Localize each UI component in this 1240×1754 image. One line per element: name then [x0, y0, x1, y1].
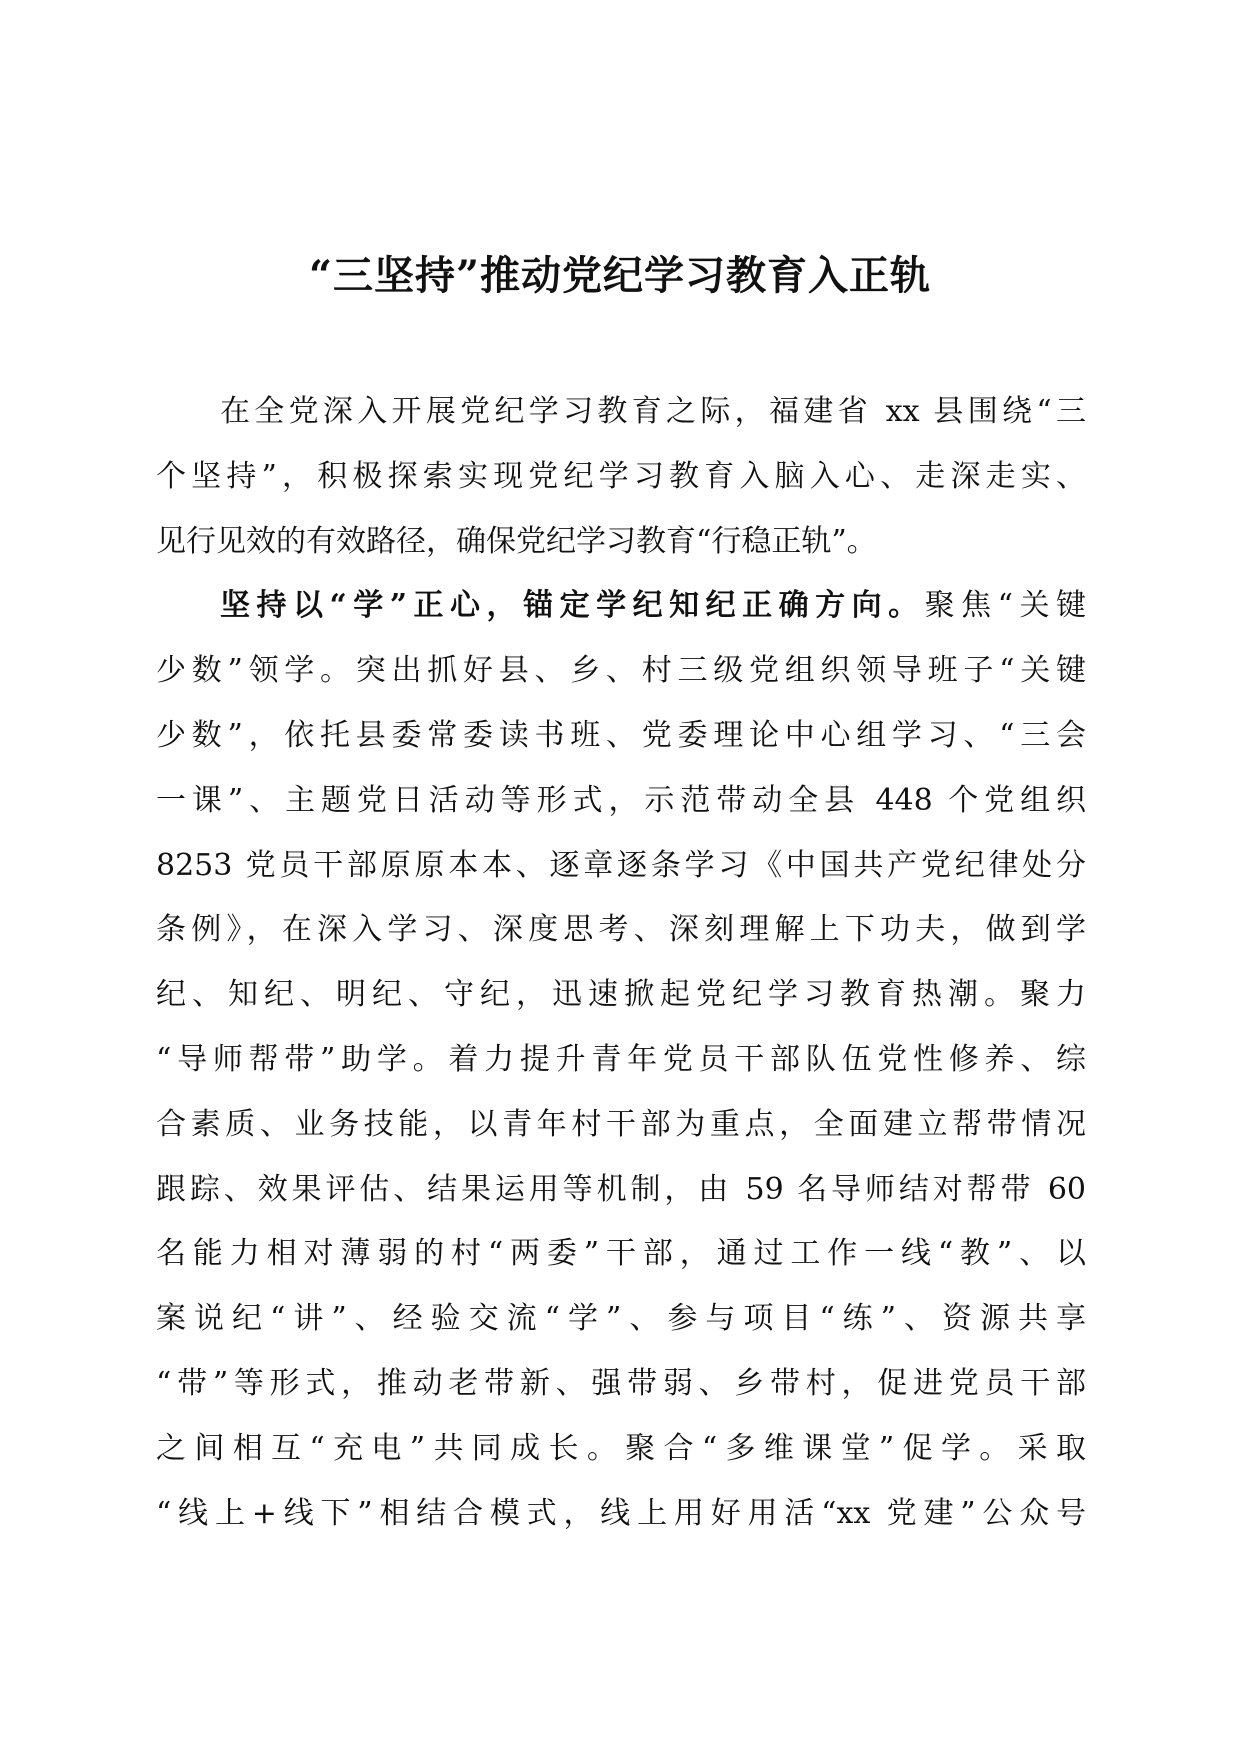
document-body	[156, 380, 1086, 1546]
text-line: 在全党深入开展党纪学习教育之际，福建省 xx 县围绕“三	[220, 394, 1086, 429]
text-line: 跟踪、效果评估、结果运用等机制，由 59 名导师结对帮带 60	[156, 1171, 1086, 1207]
text-line: 之间相互“充电”共同成长。聚合“多维课堂”促学。采取	[156, 1430, 1086, 1466]
text-line: 见行见效的有效路径，确保党纪学习教育“行稳正轨”。	[156, 523, 877, 559]
text-line: 少数”，依托县委常委读书班、党委理论中心组学习、“三会	[156, 717, 1086, 753]
text-line: 条例》，在深入学习、深度思考、深刻理解上下功夫，做到学	[156, 912, 1086, 948]
text-line	[156, 574, 1086, 639]
text-line: 8253 党员干部原原本本、逐章逐条学习《中国共产党纪律处分	[156, 847, 1086, 883]
text-line: 名能力相对薄弱的村“两委”干部，通过工作一线“教”、以	[156, 1236, 1086, 1272]
document-title: “三坚持”推动党纪学习教育入正轨	[308, 252, 931, 299]
text-line: “线上+线下”相结合模式，线上用好用活“xx 党建”公众号	[156, 1495, 1086, 1531]
text-line: “导师帮带”助学。着力提升青年党员干部队伍党性修养、综	[156, 1041, 1086, 1077]
section-heading-continuation: 聚焦“关键	[924, 588, 1087, 624]
text-line: 合素质、业务技能，以青年村干部为重点，全面建立帮带情况	[156, 1106, 1086, 1142]
text-line: “带”等形式，推动老带新、强带弱、乡带村，促进党员干部	[156, 1365, 1086, 1401]
paragraph-study	[156, 574, 1086, 1546]
text-line: 一课”、主题党日活动等形式，示范带动全县 448 个党组织	[156, 782, 1086, 818]
text-line: 个坚持”，积极探索实现党纪学习教育入脑入心、走深走实、	[156, 458, 1086, 494]
paragraph-intro	[156, 380, 1086, 574]
text-line: 纪、知纪、明纪、守纪，迅速掀起党纪学习教育热潮。聚力	[156, 977, 1086, 1013]
text-line: 少数”领学。突出抓好县、乡、村三级党组织领导班子“关键	[156, 653, 1086, 689]
section-heading: 坚持以“学”正心，锚定学纪知纪正确方向。	[220, 588, 925, 624]
text-line: 案说纪“讲”、经验交流“学”、参与项目“练”、资源共享	[156, 1301, 1086, 1337]
